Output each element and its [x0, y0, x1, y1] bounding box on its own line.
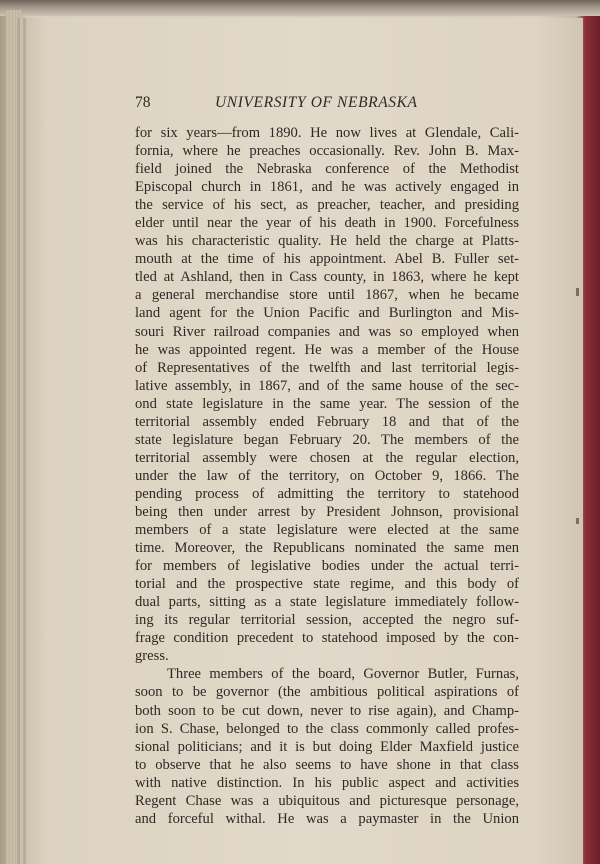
- book-top-edge: [0, 0, 600, 16]
- text-line: Three members of the board, Governor Butler, Furnas,: [167, 666, 519, 683]
- text-line: under the law of the territory, on October 9, 1866. The: [135, 467, 519, 484]
- text-line: being then under arrest by President Johnson, provisional: [135, 503, 519, 520]
- text-line: ond state legislature in the same year. The session of the: [135, 395, 519, 412]
- text-line: territorial assembly ended February 18 and that of the: [135, 413, 519, 430]
- text-line: Regent Chase was a ubiquitous and picturesque personage,: [135, 792, 519, 809]
- text-line: of Representatives of the twelfth and last territorial legis-: [135, 359, 519, 376]
- text-line: for six years—from 1890. He now lives at Glendale, Cali-: [135, 125, 519, 141]
- text-line: and forceful withal. He was a paymaster in the Union: [135, 810, 519, 827]
- text-line: for members of legislative bodies under the actual terri-: [135, 558, 519, 575]
- text-line: he was appointed regent. He was a member of the House: [135, 341, 519, 358]
- margin-mark: [576, 288, 579, 296]
- text-line: fornia, where he preaches occasionally. Rev. John B. Max-: [135, 143, 519, 160]
- body-text: [135, 124, 519, 828]
- text-line: mouth at the time of his appointment. Abel B. Fuller set-: [135, 251, 519, 268]
- text-line: souri River railroad companies and was so employed when: [135, 323, 519, 340]
- margin-mark: [576, 518, 579, 524]
- text-line: the service of his sect, as preacher, teacher, and presiding: [135, 197, 519, 214]
- text-line: a general merchandise store until 1867, when he became: [135, 287, 519, 304]
- page-header: [135, 94, 535, 116]
- text-line: ion S. Chase, belonged to the class commonly called profes-: [135, 720, 519, 737]
- text-line: state legislature began February 20. The members of the: [135, 431, 519, 448]
- running-head: UNIVERSITY OF NEBRASKA: [215, 94, 418, 111]
- text-line: elder until near the year of his death in 1900. Forcefulness: [135, 215, 519, 232]
- text-line: lative assembly, in 1867, and of the same house of the sec-: [135, 377, 519, 394]
- text-line: Episcopal church in 1861, and he was actively engaged in: [135, 179, 519, 196]
- page-stack-edges: [6, 10, 22, 864]
- text-line: torial and the prospective state regime, and this body of: [135, 576, 519, 593]
- text-line: was his characteristic quality. He held the charge at Platts-: [135, 233, 519, 250]
- text-line: members of a state legislature were elected at the same: [135, 522, 519, 539]
- text-line: sional politicians; and it is but doing Elder Maxfield justice: [135, 738, 519, 755]
- text-line: tled at Ashland, then in Cass county, in 1863, where he kept: [135, 269, 519, 286]
- text-line: ing its regular territorial session, accepted the negro suf-: [135, 612, 519, 629]
- text-line: territorial assembly were chosen at the regular election,: [135, 449, 519, 466]
- text-line: field joined the Nebraska conference of the Methodist: [135, 161, 519, 178]
- text-line: time. Moreover, the Republicans nominated the same men: [135, 540, 519, 557]
- text-line: soon to be governor (the ambitious political aspirations of: [135, 684, 519, 701]
- page-number: 78: [135, 94, 151, 111]
- text-line: dual parts, sitting as a state legislature immediately follow-: [135, 594, 519, 611]
- text-line: land agent for the Union Pacific and Burlington and Mis-: [135, 305, 519, 322]
- text-line: pending process of admitting the territory to statehood: [135, 485, 519, 502]
- text-line: frage condition precedent to statehood imposed by the con-: [135, 630, 519, 647]
- text-line: gress.: [135, 648, 169, 665]
- text-line: with native distinction. In his public aspect and activities: [135, 774, 519, 791]
- text-line: to observe that he also seems to have shone in that class: [135, 756, 519, 773]
- text-line: both soon to be cut down, never to rise again), and Champ-: [135, 702, 519, 719]
